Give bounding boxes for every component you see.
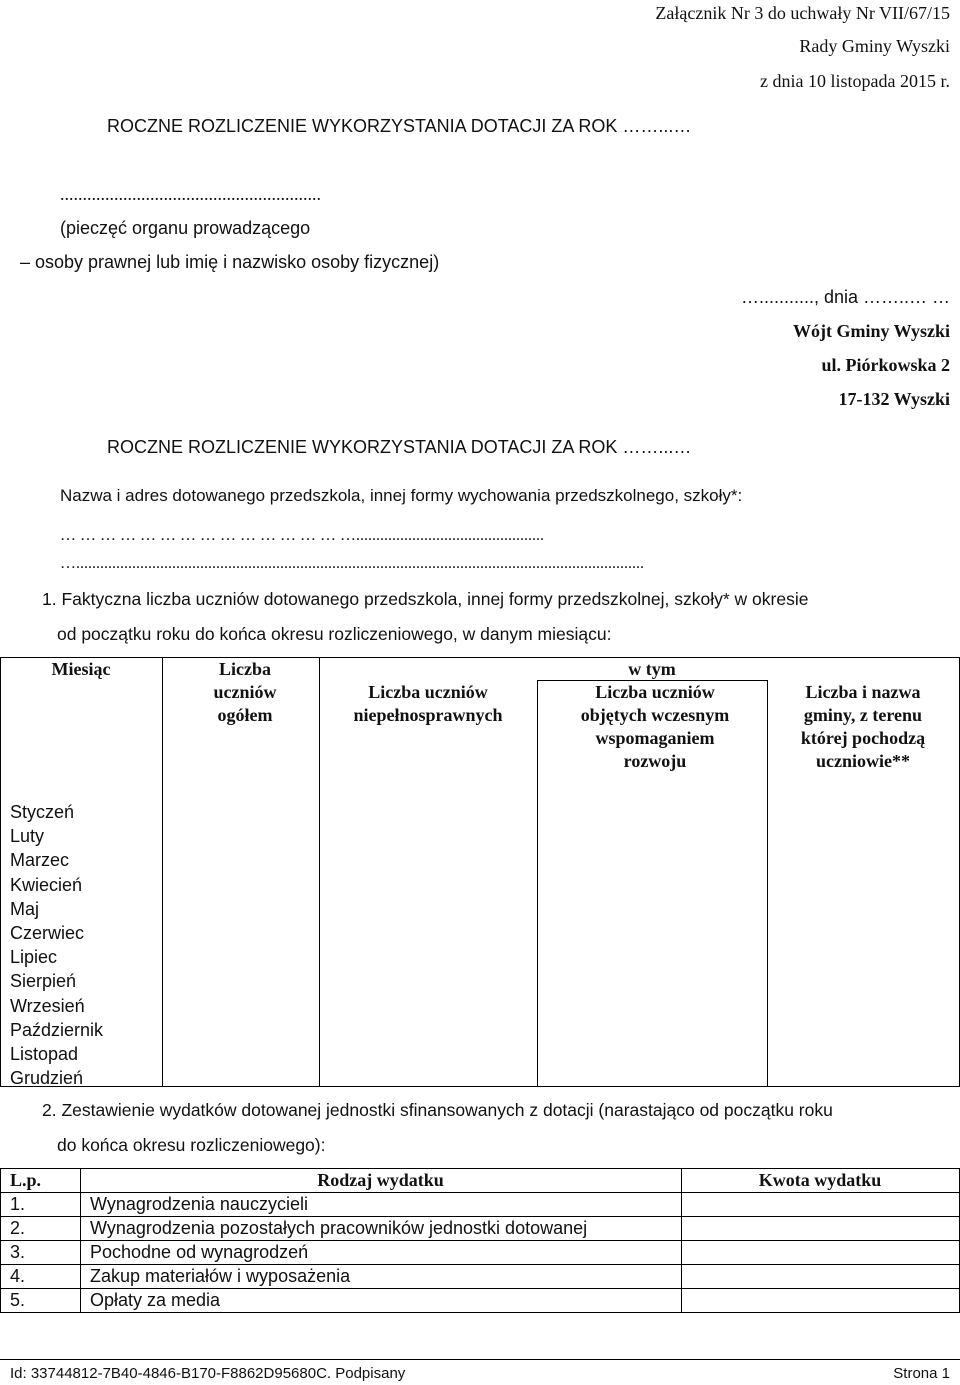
header-disabled: Liczba uczniów niepełnosprawnych: [353, 682, 503, 725]
table-border-left: [0, 657, 1, 1087]
expense-type: Wynagrodzenia nauczycieli: [90, 1194, 308, 1214]
table-border-bottom: [0, 1086, 960, 1087]
month-label: Sierpień: [10, 971, 77, 992]
header-lp: L.p.: [10, 1170, 42, 1190]
t2-border-left: [0, 1168, 1, 1313]
expenses-table: [0, 1168, 960, 1313]
month-label: Październik: [10, 1019, 104, 1040]
t2-border-bottom: [0, 1312, 960, 1313]
header-total: Liczba uczniów ogółem: [213, 659, 277, 725]
expense-lp: 5.: [10, 1290, 26, 1310]
students-table: [0, 657, 960, 1087]
school-dots-2: …..............................................................................................................................................: [60, 555, 644, 572]
school-label: Nazwa i adres dotowanego przedszkola, innej formy wychowania przedszkolnego, szkoły*:: [60, 486, 743, 505]
month-label: Wrzesień: [10, 995, 85, 1016]
address-line-3: 17-132 Wyszki: [838, 389, 950, 409]
section1-line-1: 1. Faktyczna liczba uczniów dotowanego przedszkola, innej formy przedszkolnej, szkoły* w okresie: [42, 589, 809, 609]
col-divider-3: [537, 680, 538, 1087]
expense-type: Zakup materiałów i wyposażenia: [90, 1266, 351, 1286]
header-month: Miesiąc: [51, 659, 111, 679]
address-line-1: Wójt Gminy Wyszki: [792, 321, 950, 341]
header-line-3: z dnia 10 listopada 2015 r.: [760, 71, 950, 91]
expense-lp: 4.: [10, 1266, 26, 1286]
expense-type: Opłaty za media: [90, 1290, 221, 1310]
month-label: Czerwiec: [10, 922, 85, 943]
section2-line-2: do końca okresu rozliczeniowego):: [57, 1135, 326, 1155]
footer-rule: [0, 1359, 960, 1360]
month-list: [10, 800, 103, 1090]
top-title: ROCZNE ROZLICZENIE WYKORZYSTANIA DOTACJI ZA ROK ……...…: [107, 116, 692, 136]
header-early: Liczba uczniów objętych wczesnym wspomaganiem rozwoju: [580, 682, 730, 771]
month-label: Marzec: [10, 850, 70, 871]
expense-lp: 1.: [10, 1194, 26, 1214]
header-wtym: w tym: [628, 659, 676, 679]
footer-page: Strona 1: [893, 1365, 950, 1382]
month-label: Styczeń: [10, 802, 75, 822]
date-line: …..........., dnia ……..… …: [740, 287, 950, 307]
expense-type: Pochodne od wynagrodzeń: [90, 1242, 309, 1262]
section2-line-1: 2. Zestawienie wydatków dotowanej jednostki sfinansowanych z dotacji (narastająco od początku roku: [42, 1100, 833, 1120]
stamp-line-1: (pieczęć organu prowadzącego: [60, 218, 311, 238]
header-line-1: Załącznik Nr 3 do uchwały Nr VII/67/15: [655, 3, 950, 23]
header-type: Rodzaj wydatku: [317, 1170, 444, 1190]
stamp-line-2: – osoby prawnej lub imię i nazwisko osoby fizycznej): [20, 252, 440, 272]
footer-id: Id: 33744812-7B40-4846-B170-F8862D95680C. Podpisany: [10, 1365, 406, 1382]
header-line-2: Rady Gminy Wyszki: [799, 36, 950, 56]
col-divider-4: [767, 680, 768, 1087]
month-label: Luty: [10, 826, 45, 847]
month-label: Maj: [10, 898, 40, 919]
month-label: Lipiec: [10, 947, 58, 968]
month-label: Listopad: [10, 1043, 79, 1064]
stamp-dots: ..........................................................: [60, 184, 321, 204]
school-dots-1: … … … … … … … … … … … … … … …...............................................: [60, 527, 544, 544]
month-label: Grudzień: [10, 1068, 84, 1089]
header-gmina: Liczba i nazwa gminy, z terenu której pochodzą uczniowie**: [800, 682, 926, 771]
header-amount: Kwota wydatku: [758, 1170, 882, 1190]
expense-lp: 3.: [10, 1242, 26, 1262]
main-title: ROCZNE ROZLICZENIE WYKORZYSTANIA DOTACJI ZA ROK ……...…: [107, 437, 692, 457]
col-divider-1: [162, 657, 163, 1087]
address-line-2: ul. Piórkowska 2: [821, 355, 950, 375]
section1-line-2: od początku roku do końca okresu rozliczeniowego, w danym miesiącu:: [57, 624, 612, 644]
expense-lp: 2.: [10, 1218, 26, 1238]
month-label: Kwiecień: [10, 874, 83, 895]
expense-type: Wynagrodzenia pozostałych pracowników jednostki dotowanej: [90, 1218, 588, 1238]
